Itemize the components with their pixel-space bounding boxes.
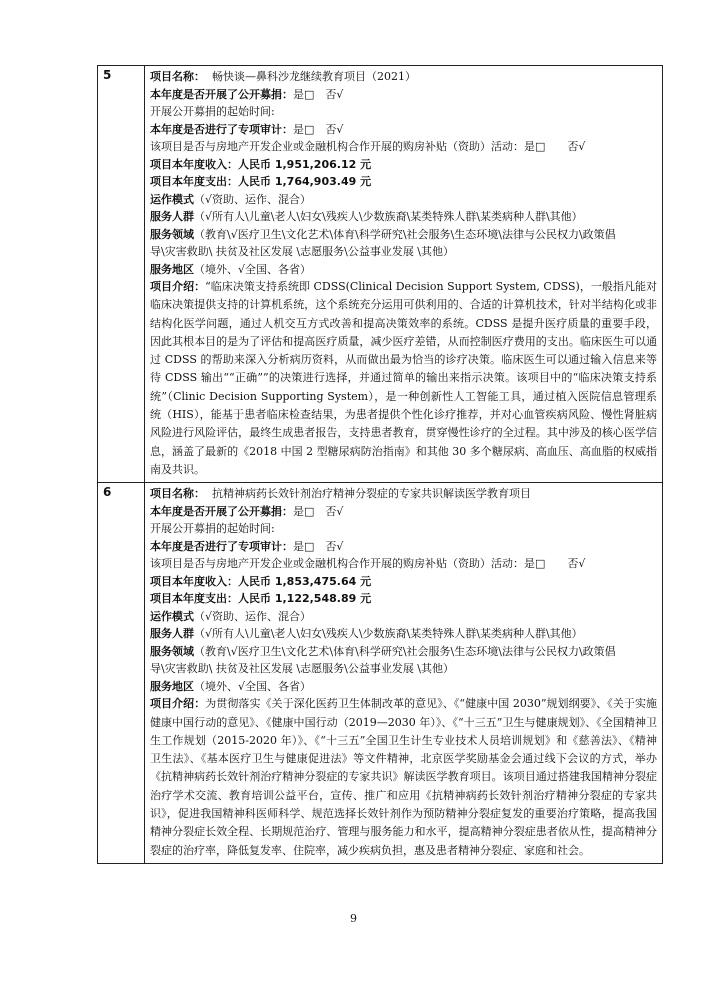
income-value: 人民币 1,951,206.12 元 (238, 157, 372, 171)
fundraising-value: 是□ 否√ (293, 504, 344, 518)
project-name-label: 项目名称： (150, 487, 205, 501)
income-label: 项目本年度收入： (150, 157, 238, 171)
expense-value: 人民币 1,764,903.49 元 (238, 175, 372, 188)
intro-text: “临床决策支持系统即 CDSS(Clinical Decision Support System, CDSS)，一般指凡能对临床决策提供支持的计算机系统，这个系统充分运用可供利用的、合适的计算机技术，针对半结构化或非结构化医学问题，通过人机交互方式改善和提高决策效率的系统。CDSS 是提升医疗质量的重要手段，因此其根本目的是为了评估和提高医疗质量，减少医疗差错，从而控制医疗费用的支出。临床医生可以通过 CDSS 的帮助来深入分析病历资料，从而做出最为恰当的诊疗决策。临床医生可以通过输入信息来等待 CDSS 输出““正确””的决策进行选择，并通过简单的输出来指示决策。该项目中的“临床决策支持系统”（Clinic Decision Supporting System），是一种创新性人工智能工具，通过植入医院信息管理系统（HIS），能基于患者临床检查结果，为患者提供个性化诊疗推荐，并对心血管疾病风险、慢性肾脏病风险进行风险评估，最终生成患者报告，支持患者教育，贯穿慢性诊疗的全过程。其中涉及的核心医学信息，涵盖了最新的《2018 中国 2 型糖尿病防治指南》和其他 30 多个糖尿病、高血压、高血脂的权威指南及共识。 (150, 280, 658, 476)
audit-label: 本年度是否进行了专项审计： (150, 539, 293, 553)
project-row (98, 66, 663, 483)
income-label: 项目本年度收入： (150, 574, 238, 588)
mode-label: 运作模式 (150, 609, 194, 623)
audit-line (150, 538, 657, 556)
expense-line (150, 173, 657, 191)
mode-line (150, 608, 657, 626)
mode-label: 运作模式 (150, 192, 194, 206)
page-number: 9 (350, 912, 357, 925)
project-details (145, 66, 663, 483)
mode-value: （√资助、运作、混合） (194, 192, 312, 206)
audit-value: 是□ 否√ (293, 122, 344, 136)
housing-subsidy-line: 该项目是否与房地产开发企业或金融机构合作开展的购房补贴（资助）活动：是□ 否√ (150, 557, 586, 571)
field-value: （教育\√医疗卫生\文化艺术\体育\科学研究\社会服务\生态环境\法律与公民权力\政策倡 (194, 644, 616, 658)
area-value: （境外、√全国、各省） (194, 679, 312, 693)
expense-label: 项目本年度支出： (150, 592, 238, 606)
project-row (98, 483, 663, 864)
fundraising-value: 是□ 否√ (293, 87, 344, 101)
area-line (150, 261, 657, 279)
expense-label: 项目本年度支出： (150, 175, 238, 188)
area-value: （境外、√全国、各省） (194, 262, 312, 276)
project-details (145, 483, 663, 864)
field-label: 服务领域 (150, 644, 194, 658)
project-name-line (150, 68, 657, 86)
project-number: 6 (98, 483, 145, 864)
intro-label: 项目介绍： (150, 697, 206, 711)
income-line (150, 156, 657, 174)
field-line-continued: 导\灾害救助\ 扶贫及社区发展 \志愿服务\公益事业发展 \其他） (150, 245, 455, 258)
area-label: 服务地区 (150, 679, 194, 693)
fundraising-line (150, 86, 657, 104)
field-value: （教育\√医疗卫生\文化艺术\体育\科学研究\社会服务\生态环境\法律与公民权力\政策倡 (194, 227, 616, 241)
field-line (150, 226, 657, 244)
audit-value: 是□ 否√ (293, 539, 344, 553)
crowd-label: 服务人群 (150, 627, 194, 641)
area-line (150, 678, 657, 696)
expense-line (150, 590, 657, 608)
expense-value: 人民币 1,122,548.89 元 (238, 592, 372, 606)
field-label: 服务领域 (150, 227, 194, 241)
field-line-continued: 导\灾害救助\ 扶贫及社区发展 \志愿服务\公益事业发展 \其他） (150, 662, 455, 676)
crowd-value: （√所有人\儿童\老人\妇女\残疾人\少数族裔\某类特殊人群\某类病种人群\其他） (194, 627, 583, 641)
project-name-line (150, 485, 657, 503)
project-intro (150, 278, 657, 479)
fundraising-start: 开展公开募捐的起始时间: (150, 105, 275, 118)
crowd-label: 服务人群 (150, 210, 194, 223)
crowd-value: （√所有人\儿童\老人\妇女\残疾人\少数族裔\某类特殊人群\某类病种人群\其他） (194, 210, 583, 223)
fundraising-line (150, 503, 657, 521)
audit-label: 本年度是否进行了专项审计： (150, 122, 293, 136)
field-line (150, 643, 657, 661)
intro-text: 为贯彻落实《关于深化医药卫生体制改革的意见》、《“健康中国 2030”规划纲要》、《关于实施健康中国行动的意见》、《健康中国行动（2019—2030 年）》、《“十三五”卫生与健康规划》、《全国精神卫生工作规划（2015-2020 年）》、《“十三五”全国卫生计生专业技术人员培训规划》和《慈善法》、《精神卫生法》、《基本医疗卫生与健康促进法》等文件精神，北京医学奖励基金会通过线下会议的方式，举办《抗精神病药长效针剂治疗精神分裂症的专家共识》解读医学教育项目。该项目通过搭建我国精神分裂症治疗学术交流、教育培训公益平台，宣传、推广和应用《抗精神病药长效针剂治疗精神分裂症的专家共识》，促进我国精神科医师科学、规范选择长效针剂作为预防精神分裂症复发的重要治疗策略，提高我国精神分裂症长效全程、长期规范治疗、管理与服务能力和水平，提高精神分裂症患者依从性，提高精神分裂症的治疗率，降低复发率、住院率，减少疾病负担，惠及患者精神分裂症、家庭和社会。 (150, 697, 657, 857)
audit-line (150, 121, 657, 139)
mode-value: （√资助、运作、混合） (194, 609, 312, 623)
project-name: 畅快谈—鼻科沙龙继续教育项目（2021） (212, 70, 416, 83)
intro-label: 项目介绍： (150, 280, 206, 293)
crowd-line (150, 625, 657, 643)
fundraising-label: 本年度是否开展了公开募捐： (150, 87, 293, 101)
project-number: 5 (98, 66, 145, 483)
housing-subsidy-line: 该项目是否与房地产开发企业或金融机构合作开展的购房补贴（资助）活动：是□ 否√ (150, 140, 586, 153)
area-label: 服务地区 (150, 262, 194, 276)
fundraising-start: 开展公开募捐的起始时间: (150, 522, 275, 536)
income-value: 人民币 1,853,475.64 元 (238, 574, 372, 588)
income-line (150, 573, 657, 591)
crowd-line (150, 208, 657, 226)
mode-line (150, 191, 657, 209)
project-name-label: 项目名称： (150, 70, 205, 83)
project-name: 抗精神病药长效针剂治疗精神分裂症的专家共识解读医学教育项目 (212, 487, 531, 501)
projects-table (97, 65, 663, 864)
fundraising-label: 本年度是否开展了公开募捐： (150, 504, 293, 518)
project-intro (150, 695, 657, 860)
